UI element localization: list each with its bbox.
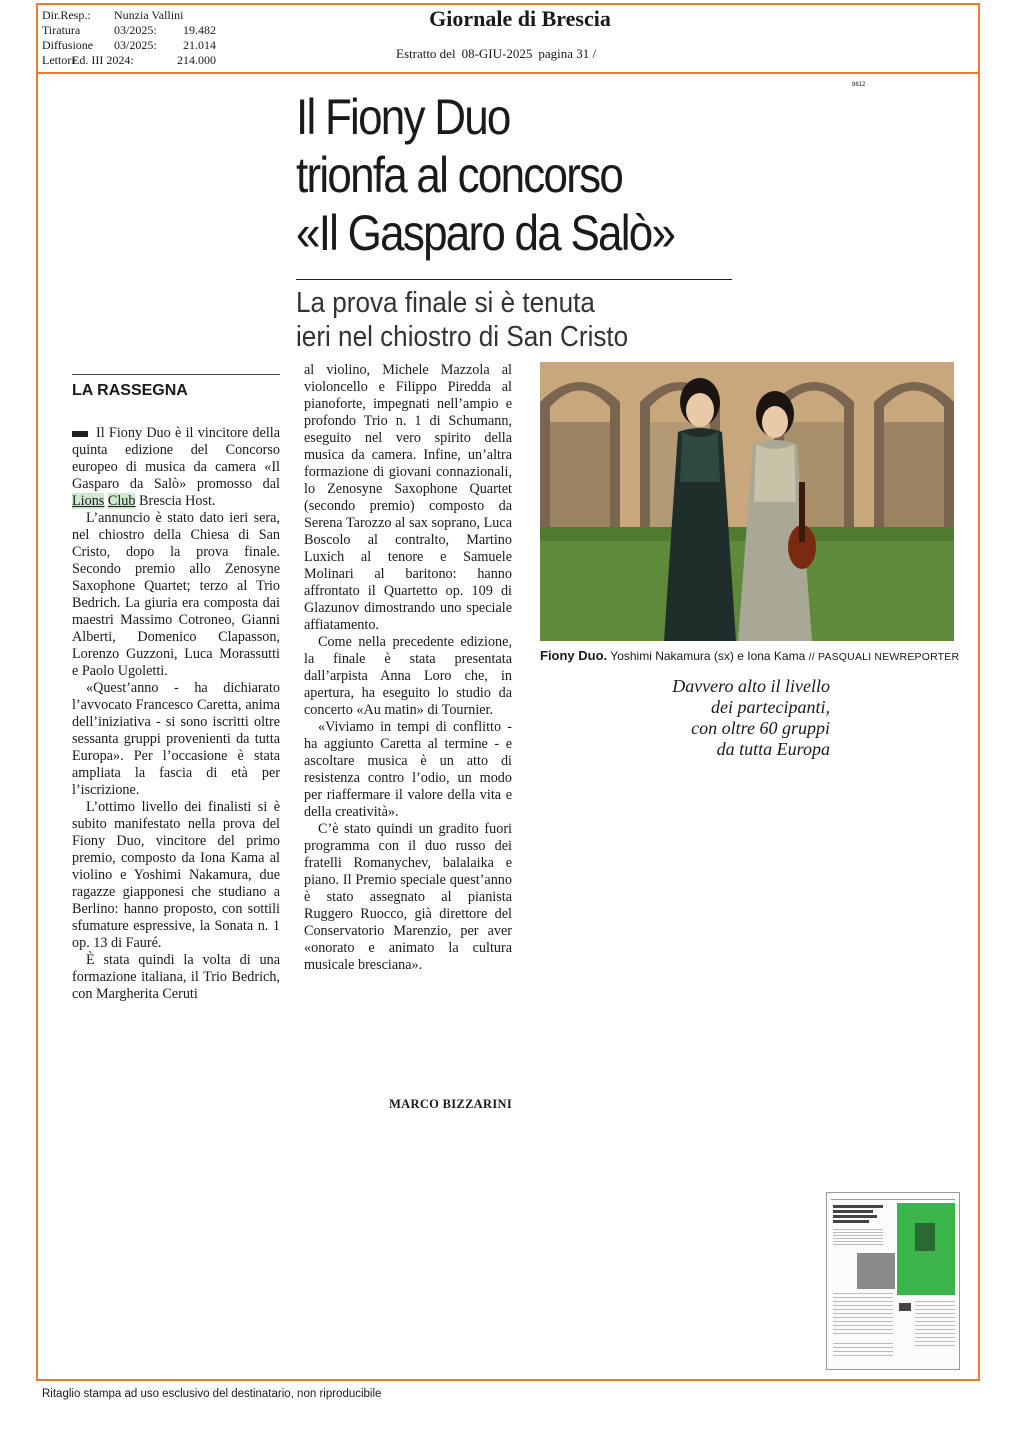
author-byline: MARCO BIZZARINI (389, 1097, 512, 1111)
article-subhead: La prova finale si è tenuta ieri nel chiostro di San Cristo (296, 287, 629, 353)
highlight-lions: Lions (72, 493, 105, 509)
page-code: 9612 (852, 82, 866, 88)
pull-quote: Davvero alto il livello dei partecipanti, con oltre 60 gruppi da tutta Europa (672, 676, 830, 759)
extract-date: 08-GIU-2025 (461, 46, 533, 61)
extract-line: Estratto del 08-GIU-2025 pagina 31 / (396, 46, 597, 61)
circulation-info (42, 8, 216, 68)
meta-row: Tiratura 03/2025: 19.482 (42, 23, 216, 37)
section-rule (72, 374, 280, 375)
photo-caption: Fiony Duo. Yoshimi Nakamura (sx) e Iona Kama // PASQUALI NEWREPORTER (540, 648, 960, 663)
paragraph-bullet-icon (72, 431, 88, 437)
meta-row: Diffusione 03/2025: 21.014 (42, 38, 216, 52)
headline-rule (296, 279, 732, 280)
header-separator (36, 72, 980, 74)
duo-photo (540, 362, 954, 641)
highlight-club: Club (107, 493, 136, 509)
article-column-1: Il Fiony Duo è il vincitore della quinta edizione del Concorso europeo di musica da camera «Il Gasparo da Salò» promosso dal Lions Club Brescia Host. L’annuncio è stato dato ieri sera, nel chiostro della Chiesa di San Cristo, dopo la prova finale. Secondo premio allo Zenosyne Saxophone Quartet; terzo al Trio Bedrich. La giuria era composta dai maestri Massimo Cotroneo, Gianni Alberti, Domenico Clapasson, Lorenzo Guzzoni, Luca Morassutti e Paolo Ugoletti. «Quest’anno - ha dichiarato l’avvocato Francesco Caretta, anima dell’iniziativa - si sono iscritti oltre sessanta gruppi provenienti da tutta Europa». Per l’occasione è stata ampliata la fascia di età per l’iscrizione. L’ottimo livello dei finalisti si è subito manifestato nella prova del Fiony Duo, vincitore del primo premio, composto da Iona Kama al violino e Yoshimi Nakamura, due ragazze giapponesi che studiano a Berlino: hanno proposto, con sottili sfumature espressive, la Sonata n. 1 op. 13 di Fauré. È stata quindi la volta di una formazione italiana, il Trio Bedrich, con Margherita Ceruti (72, 425, 280, 1002)
article-column-2: al violino, Michele Mazzola al violoncello e Filippo Piredda al pianoforte, impegnati nell’ampio e profondo Trio n. 1 di Schumann, eseguito nel vero spirito della musica da camera. Infine, un’altra formazione di giovani connazionali, lo Zenosyne Saxophone Quartet (secondo premio) composto da Serena Tarozzo al sax soprano, Luca Boscolo al contralto, Martino Luxich al tenore e Samuele Molinari al baritono: hanno affrontato il Quartetto op. 109 di Glazunov dimostrando uno speciale affiatamento. Come nella precedente edizione, la finale è stata presentata dall’arpista Anna Loro che, in apertura, ha eseguito lo studio da concerto «Au matin» di Tournier. «Viviamo in tempi di conflitto - ha aggiunto Caretta al termine - e ascoltare musica è un atto di resistenza contro l’odio, un modo per riaffermare il valore della vita e della creatività». C’è stato quindi un gradito fuori programma con il duo russo dei fratelli Romanychev, balalaika e piano. Il Premio speciale quest’anno è stato assegnato al pianista Ruggero Ruocco, già direttore del Conservatorio Marenzio, per aver «onorato e animato la cultura musicale bresciana». (304, 362, 512, 973)
page-thumbnail (826, 1192, 960, 1370)
section-label: LA RASSEGNA (72, 382, 188, 399)
reproduction-notice: Ritaglio stampa ad uso esclusivo del destinatario, non riproducibile (42, 1388, 382, 1400)
page-number: pagina 31 / (538, 46, 597, 61)
meta-row: Lettori Ed. III 2024: 214.000 (42, 53, 216, 67)
photo-credit: // PASQUALI NEWREPORTER (808, 651, 960, 663)
article-headline: Il Fiony Duo trionfa al concorso «Il Gasparo da Salò» (296, 89, 675, 261)
newspaper-masthead: Giornale di Brescia (429, 6, 611, 31)
meta-row: Dir.Resp.: Nunzia Vallini (42, 8, 184, 22)
